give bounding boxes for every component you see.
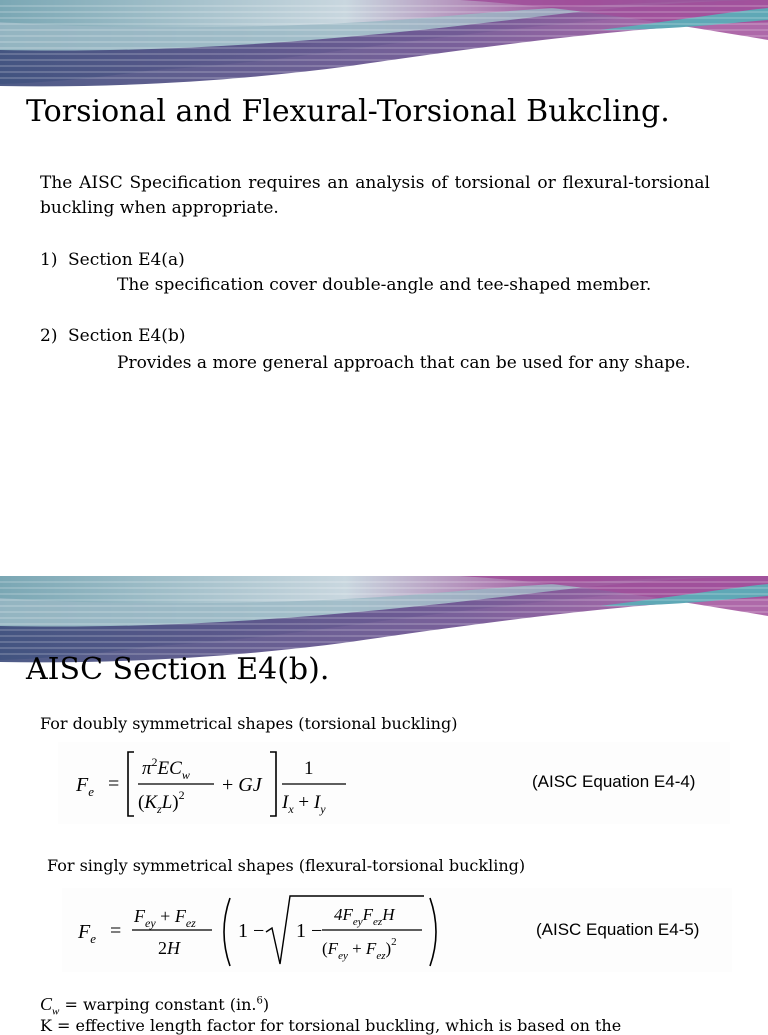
svg-text:=: =	[110, 920, 122, 942]
cw-symbol: $C_w$	[40, 994, 60, 1018]
svg-text:(Fey + Fez)2: $(F_{ey} + F_{ez})^2$	[322, 936, 397, 962]
equation-e4-4	[58, 742, 730, 824]
svg-text:4FeyFezH: $4F_{ey}F_{ez}H$	[334, 905, 395, 928]
doubly-symmetric-label: For doubly symmetrical shapes (torsional buckling)	[40, 714, 458, 733]
equation-e4-5-formula	[70, 892, 450, 970]
slide-gap	[0, 512, 768, 576]
slide-2	[0, 576, 768, 1035]
svg-text:Ix + Iy: $I_x + I_y$	[282, 792, 326, 816]
equation-e4-5-reference: (AISC Equation E4-5)	[536, 920, 700, 939]
equation-e4-4-reference: (AISC Equation E4-4)	[532, 772, 696, 791]
svg-text:1 −: 1 −	[238, 920, 265, 942]
svg-text:π2ECw: $\pi^2EC_w$	[142, 755, 190, 782]
svg-text:(KzL)2: $(K_zL)^2$	[138, 788, 185, 816]
svg-text:Fey + Fez: $F_{ey} + F_{ez}$	[134, 906, 196, 930]
svg-text:=: =	[108, 773, 120, 795]
slide-1-title: Torsional and Flexural-Torsional Bukcling.	[26, 94, 670, 129]
item-2-description: Provides a more general approach that can be used for any shape.	[117, 353, 691, 373]
equation-e4-5	[62, 888, 732, 972]
definition-kz-partial: K = effective length factor for torsional buckling, which is based on the	[40, 1016, 622, 1035]
definition-cw	[40, 994, 269, 1018]
decorative-banner	[0, 0, 768, 90]
intro-paragraph: The AISC Specification requires an analysis of torsional or flexural-torsional buckling when appropriate.	[40, 173, 710, 218]
slide-2-title: AISC Section E4(b).	[26, 652, 330, 687]
svg-text:2H: 2H	[158, 938, 180, 958]
cw-definition-superscript: 6	[256, 995, 263, 1007]
cw-definition-text: = warping constant (in.	[64, 995, 257, 1014]
singly-symmetric-label: For singly symmetrical shapes (flexural-torsional buckling)	[47, 856, 526, 875]
item-1-number: 1)	[40, 250, 58, 270]
svg-text:Fe: $F_e$	[78, 921, 96, 946]
item-1-heading: Section E4(a)	[68, 250, 185, 270]
cw-definition-close: )	[262, 995, 270, 1014]
svg-text:Fe: $F_e$	[76, 774, 94, 799]
slide-1	[0, 0, 768, 512]
svg-text:+ GJ: + GJ	[222, 774, 262, 796]
item-2-number: 2)	[40, 326, 58, 346]
item-2-heading: Section E4(b)	[68, 326, 186, 346]
svg-text:1 −: 1 −	[296, 920, 323, 942]
equation-e4-4-formula	[68, 746, 368, 820]
svg-text:1: 1	[304, 758, 314, 779]
item-1-description: The specification cover double-angle and tee-shaped member.	[117, 275, 652, 295]
